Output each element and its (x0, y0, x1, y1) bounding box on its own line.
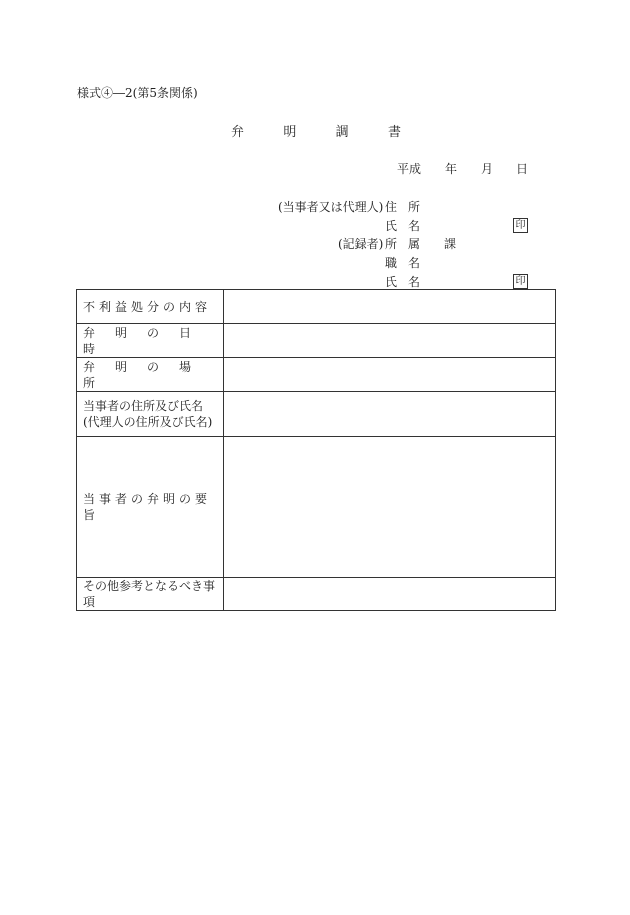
recorder-name-label-char: 名 (408, 275, 421, 289)
dept-label-char: 属 (408, 237, 421, 251)
field-disposition-content[interactable] (224, 290, 556, 324)
row-label-statement-summary (77, 437, 224, 578)
seal-mark: 印 (513, 218, 528, 233)
table-row (77, 358, 556, 392)
form-number: 様式④―2(第5条関係) (77, 86, 198, 100)
row-label-disadvantageous-disposition (77, 290, 224, 324)
row-label-text: その他参考となるべき事 (83, 579, 216, 593)
date-month: 月 (481, 162, 494, 176)
row-label-text: 不利益処分の内容 (83, 299, 212, 314)
field-hearing-datetime[interactable] (224, 324, 556, 358)
dept-label-char: 所 (385, 237, 398, 251)
position-label-char: 名 (408, 256, 421, 270)
hearing-record-table (76, 289, 556, 611)
title-char: 明 (283, 125, 297, 140)
name-label-char: 名 (408, 219, 421, 233)
row-label-party-address-name (77, 392, 224, 437)
row-label-text: 弁明の場所 (83, 359, 212, 390)
title-char: 書 (387, 125, 401, 140)
party-label: (当事者又は代理人) (278, 200, 384, 214)
field-statement-summary[interactable] (224, 437, 556, 578)
recorder-name-label-char: 氏 (385, 275, 398, 289)
field-hearing-place[interactable] (224, 358, 556, 392)
row-label-text: 当事者の弁明の要旨 (83, 492, 212, 522)
document-title (231, 121, 401, 140)
row-label-text-secondary: (代理人の住所及び氏名) (83, 415, 213, 429)
name-label-char: 氏 (385, 219, 398, 233)
title-char: 調 (335, 125, 349, 140)
row-label-other-notes (77, 578, 224, 611)
row-label-hearing-datetime (77, 324, 224, 358)
table-row (77, 437, 556, 578)
field-party-address-name[interactable] (224, 392, 556, 437)
date-year: 年 (445, 162, 458, 176)
row-label-text-secondary: 項 (83, 595, 96, 609)
row-label-hearing-place (77, 358, 224, 392)
row-label-text: 当事者の住所及び氏名 (83, 399, 204, 413)
dept-suffix: 課 (444, 237, 457, 251)
table-row (77, 578, 556, 611)
table-row (77, 290, 556, 324)
row-label-text: 弁明の日時 (83, 325, 212, 356)
position-label-char: 職 (385, 256, 398, 270)
date-day: 日 (516, 162, 529, 176)
date-era: 平成 (397, 162, 422, 176)
address-label-char: 住 (385, 200, 398, 214)
table-row (77, 392, 556, 437)
table-row (77, 324, 556, 358)
recorder-label: (記録者) (338, 237, 384, 251)
field-other-notes[interactable] (224, 578, 556, 611)
title-char: 弁 (231, 125, 245, 140)
seal-mark: 印 (513, 274, 528, 289)
address-label-char: 所 (408, 200, 421, 214)
